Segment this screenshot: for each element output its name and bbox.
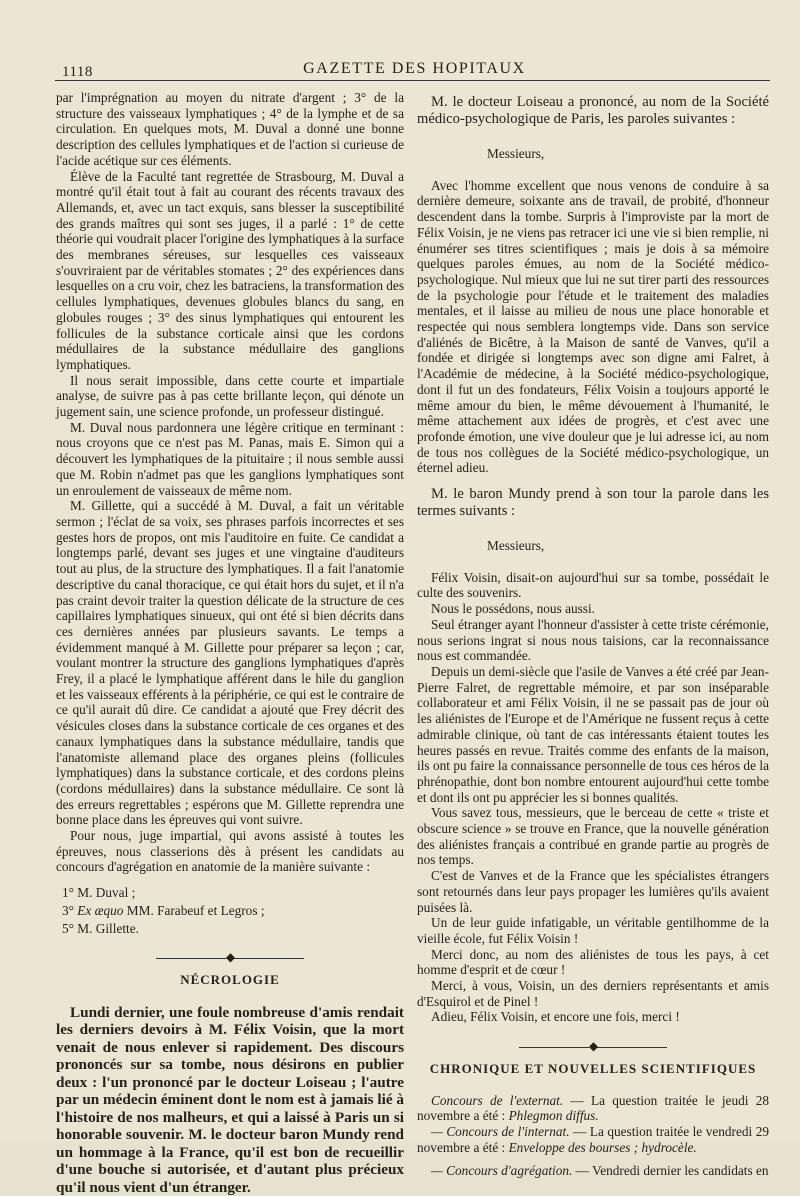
paragraph: M. Duval nous pardonnera une légère critique en terminant : nous croyons que ce n'est pas M. Panas, mais E. Simon qui a découvert les lymphatiques de la pituitaire ; il nous semble aussi que M. Robin n'admet pas que les ganglions lymphatiques sont un enroulement de vaisseaux de même nom. — [56, 419, 404, 498]
paragraph: C'est de Vanves et de la France que les spécialistes étrangers sont retournés dans leur pays propager les lumières qu'ils avaient puisées là. — [417, 868, 769, 915]
paragraph: Lundi dernier, une foule nombreuse d'amis rendait les derniers devoirs à M. Félix Voisin, que la mort venait de nous enlever si rapidement. Des discours prononcés sur sa tombe, nous désirons en publier deux : l'un prononcé par le docteur Loiseau ; l'autre par un médecin éminent dont le nom est à jamais lié à l'histoire de nos malheurs, et qui a laissé à Paris un si honorable souvenir. M. le docteur baron Mundy rend un hommage à la France, qu'il est bon de recueillir d'une bouche si autorisée, et d'autant plus précieux qu'il nous vient d'un étranger. — [56, 1003, 404, 1196]
left-column — [56, 90, 404, 1196]
news-item: Concours de l'externat. — La question traitée le jeudi 28 novembre a été : Phlegmon diffus. — [417, 1092, 769, 1124]
paragraph: M. le docteur Loiseau a prononcé, au nom de la Société médico-psychologique de Paris, les paroles suivantes : — [417, 94, 769, 127]
page-header — [62, 60, 767, 82]
paragraph: Seul étranger ayant l'honneur d'assister à cette triste cérémonie, nous serions ingrat si nous nous taisions, car la reconnaissance nous est commandée. — [417, 616, 769, 664]
section-divider-ornament: ◆ — [56, 950, 404, 966]
section-heading-necrologie: NÉCROLOGIE — [180, 971, 280, 987]
right-column — [417, 94, 769, 1179]
paragraph: par l'imprégnation au moyen du nitrate d'argent ; 3° de la structure des vaisseaux lymphatiques ; 4° de la lymphe et de sa circulation. En quelques mots, M. Duval a donné une bonne description des cellules lymphatiques et de l'action si curieuse de l'acide acétique sur ces éléments. — [56, 90, 404, 168]
ranking-item: 1° M. Duval ; — [62, 885, 136, 901]
newspaper-title: GAZETTE DES HOPITAUX — [303, 60, 526, 77]
salutation: Messieurs, — [487, 538, 545, 554]
ranking-item: 5° M. Gillette. — [62, 920, 139, 936]
salutation: Messieurs, — [487, 146, 545, 161]
paragraph: M. le baron Mundy prend à son tour la parole dans les termes suivants : — [417, 486, 769, 520]
paragraph: Vous savez tous, messieurs, que le berceau de cette « triste et obscure science » se trouve en France, que la nouvelle génération des aliénistes français a contribué en grande partie au progrès de nos temps. — [417, 805, 769, 868]
news-item: — Concours d'agrégation. — Vendredi dernier les candidats en — [431, 1163, 769, 1179]
header-rule — [55, 80, 770, 81]
paragraph: Merci donc, au nom des aliénistes de tous les pays, à cet homme d'esprit et de cœur ! — [417, 946, 769, 978]
paragraph: M. Gillette, qui a succédé à M. Duval, a fait un véritable sermon ; l'éclat de sa voix, ses phrases parfois incorrectes et ses gestes hors de propos, ont mis l'auditoire en fuite. Ce candidat a longtemps parlé, devant ses juges et une vingtaine d'auditeurs tout au plus, de la structure des lymphatiques. Il a fait l'anatomie descriptive du canal thoracique, ce qui était hors du sujet, et il n'a pas craint devoir traiter la question délicate de la structure de ces capillaires lymphatiques sinueux, qui ont été si bien décrits dans ces dernières années par plusieurs savants. Le temps a évidemment manqué à M. Gillette pour préparer sa leçon ; car, voulant montrer la structure des ganglions lymphatiques d'après Frey, il a placé le lymphatique afférent dans le hile du ganglion et les vaisseaux efférents à la périphérie, ce qui est le contraire de ce qu'il aurait dû dire. Ce candidat a ajouté que Frey décrit des vésicules closes dans la substance corticale de ces organes et des canaux lymphatiques dans la substance médullaire, tandis que l'anatomiste allemand place des organes pleins (follicules lymphatiques) dans la substance corticale, et des cordons pleins (cordons médullaires) dans la substance médullaire. Ce sont là des erreurs regrettables ; espérons que M. Gillette reprendra une bonne place dans les épreuves qui vont suivre. — [56, 498, 404, 828]
section-heading-chronique: CHRONIQUE ET NOUVELLES SCIENTIFIQUES — [429, 1060, 757, 1076]
paragraph: Nous le possédons, nous aussi. — [431, 601, 595, 617]
ranking-item: 3° Ex æquo MM. Farabeuf et Legros ; — [62, 902, 265, 918]
paragraph: Un de leur guide infatigable, un véritable gentilhomme de la vieille école, fut Félix Voisin ! — [417, 915, 769, 946]
paragraph: Félix Voisin, disait-on aujourd'hui sur sa tombe, possédait le culte des souvenirs. — [417, 569, 769, 601]
news-item: — Concours de l'internat. — La question traitée le vendredi 29 novembre a été : Enveloppe des bourses ; hydrocèle. — [417, 1123, 770, 1155]
paragraph: Depuis un demi-siècle que l'asile de Vanves a été créé par Jean-Pierre Falret, de regrettable mémoire, et par son inséparable collaborateur et ami Félix Voisin, il ne se passait pas de jour où les aliénistes de l'Europe et de l'Amérique ne fussent reçus à cette admirable clinique, où tant de cas intéressants étaient toutes les heures passés en revue. Traités comme des enfants de la maison, ils ont pu faire la connaissance personnelle de tous ces héros de la phrénopathie, dont bon nombre entourent aujourd'hui cette tombe et dont ils ont pu apprécier les si bonnes qualités. — [417, 663, 769, 805]
paragraph: Adieu, Félix Voisin, et encore une fois, merci ! — [431, 1009, 680, 1025]
paragraph: Il nous serait impossible, dans cette courte et impartiale analyse, de suivre pas à pas cette brillante leçon, qui dénote un jugement sain, une science profonde, un professeur distingué. — [56, 372, 404, 420]
paragraph: Avec l'homme excellent que nous venons de conduire à sa dernière demeure, soixante ans de travail, de probité, d'honneur descendent dans la tombe. Surpris à l'improviste par la mort de Félix Voisin, je ne viens pas retracer ici une vie si bien remplie, ni énumérer ses titres scientifiques ; mais je dois à sa mémoire quelques paroles émues, au nom de la Société médico-psychologique. Nul mieux que lui ne sut tirer parti des ressources de la psychologie pour l'étude et le traitement des maladies mentales, et il laisse au milieu de nous une place honorable et respectée qui nous semblera longtemps vide. Dans son service d'aliénés de Bicêtre, à la Maison de santé de Vanves, qu'il a fondée et dirigée si longtemps avec son digne ami Falret, à l'Académie de médecine, à la Société médico-psychologique, dont il fut un des fondateurs, Félix Voisin a toujours apporté le même amour du bien, le même dévouement à l'humanité, le même attachement aux idées de progrès, et c'est avec une profonde émotion, une vive douleur que je lui adresse ici, au nom de tous nos collègues de la Société médico-psychologique, un éternel adieu. — [417, 177, 769, 476]
paragraph: Pour nous, juge impartial, qui avons assisté à toutes les épreuves, nous classerions dès à présent les candidats au concours d'agrégation en anatomie de la manière suivante : — [56, 828, 404, 875]
paragraph: Élève de la Faculté tant regrettée de Strasbourg, M. Duval a montré qu'il était tout à fait au courant des récents travaux des Allemands, et, avec un tact exquis, sans blesser la susceptibilité des grands maîtres qui sont ses juges, il a parlé : 1° de cette théorie qui voudrait placer l'origine des lymphatiques à la surface des membranes séreuses, sur lesquelles ces vaisseaux s'ouvriraient par de véritables stomates ; 2° des expériences dans lesquelles on a cru voir, chez les batraciens, la transformation des cellules lymphatiques, devenues globules blancs du sang, en globules rouges ; 3° des sinus lymphatiques qui entourent les follicules de la substance corticale ainsi que les cordons médullaires de la substance médullaire des ganglions lymphatiques. — [56, 168, 405, 372]
page-number: 1118 — [62, 64, 93, 80]
paragraph: Merci, à vous, Voisin, un des derniers représentants et amis d'Esquirol et de Pinel ! — [417, 978, 769, 1009]
section-divider-ornament: ◆ — [417, 1039, 769, 1055]
